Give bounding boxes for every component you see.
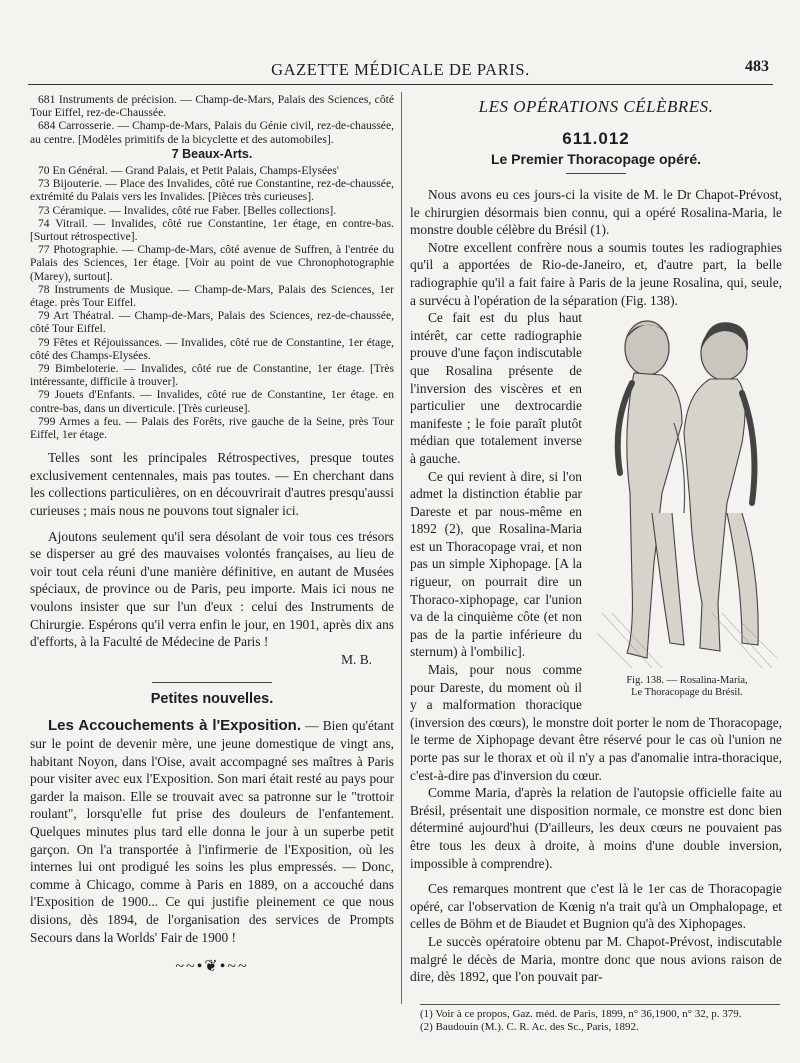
paragraph: Telles sont les principales Rétrospectives, presque toutes exclusivement centennales, mais pas toutes. — En cherchant dans les collections particulières, on en découvrirait d'autres presqu'aussi curieuses ; mais nous ne pouvons tout signaler ici. [30, 450, 394, 519]
listing-entry: 78 Instruments de Musique. — Champ-de-Mars, Palais des Sciences, 1er étage. près Tour Eiffel. [30, 282, 394, 310]
footnote: (1) Voir à ce propos, Gaz. méd. de Paris, 1899, n° 36,1900, n° 32, p. 379. [420, 1008, 742, 1020]
paragraph: Comme Maria, d'après la relation de l'autopsie officielle faite au Brésil, présentait une disposition normale, ce monstre est donc bien déterminé aujourd'hui (D'ailleurs, les deux cœurs ne pouvaient pas être tous les deux à droite, à moins d'une double inversion, impossible à comprendre). [410, 785, 782, 871]
paragraph: Le succès opératoire obtenu par M. Chapot-Prévost, indiscutable malgré le décès de Maria, montre donc que nous avions raison de dire, dès 1892, que l'on pouvait par- [410, 933, 782, 985]
listing-entry: 77 Photographie. — Champ-de-Mars, côté avenue de Suffren, à l'entrée du Palais des Sciences, 1er étage. [Voir au point de vue Chronophotographie (Marey), surtout]. [30, 243, 394, 283]
paragraph: Nous avons eu ces jours-ci la visite de M. le Dr Chapot-Prévost, le chirurgien désormais bien connu, qui a opéré Rosalina-Maria, le monstre double célèbre du Brésil (1). [410, 187, 782, 238]
footnote-rule [420, 1004, 780, 1005]
figure-138 [592, 313, 782, 703]
article-conclusion [30, 449, 394, 668]
caption-line: Le Thoracopage du Brésil. [631, 687, 743, 699]
news-item-title: Les Accouchements à l'Exposition. [48, 717, 302, 735]
right-column [410, 93, 782, 986]
exhibit-listing [30, 93, 394, 441]
section-title: LES OPÉRATIONS CÉLÈBRES. [478, 97, 714, 116]
journal-title: GAZETTE MÉDICALE DE PARIS. [271, 60, 530, 79]
paragraph: Ces remarques montrent que c'est là le 1er cas de Thoracopagie opéré, car l'observation de Kœnig n'a trait qu'à un Omphalopage, et celles de Böhm et de Biaudet et Bugnion qu'à des Xiphopages. [410, 881, 782, 932]
paragraph: Ce fait est du plus haut intérêt, car cette radiographie prouve d'une façon indiscutable que Rosalina présente de l'inversion des viscères et en particulier une dextrocardie manifeste ; le foie paraît plutôt médian que totalement inverse à gauche. [410, 310, 582, 466]
listing-entry: 79 Jouets d'Enfants. — Invalides, côté rue de Constantine, 1er étage. en contre-bas, dans un diverticule. [Très curieuse]. [30, 388, 394, 415]
news-item [30, 717, 394, 946]
listing-entry: 684 Carrosserie. — Champ-de-Mars, Palais du Génie civil, rez-de-chaussée, au centre. [Modèles primitifs de la bicyclette et des automobiles]. [30, 119, 394, 146]
conjoined-twins-illustration [592, 313, 782, 673]
fleuron-ornament: ~~•❦•~~ [175, 958, 249, 976]
listing-entry: 79 Fêtes et Réjouissances. — Invalides, côté rue de Constantine, 1er étage, côté des Champs-Elysées. [30, 335, 394, 362]
listing-entry: 799 Armes a feu. — Palais des Forêts, rive gauche de la Seine, près Tour Eiffel, 1er étage. [30, 414, 394, 442]
listing-entry: 70 En Général. — Grand Palais, et Petit Palais, Champs-Elysées' [38, 164, 339, 178]
footnotes [420, 1008, 780, 1034]
paragraph: Ajoutons seulement qu'il sera désolant de voir tous ces trésors se disperser au gré des mauvaises volontés françaises, au lieu de voir tout cela réuni d'une manière définitive, en autant de Musées spéciaux, de province ou de Paris, peu importe. Mais ici nous ne voulons insister que sur l'un d'eux : celui des Instruments de Chirurgie. Espérons qu'il verra enfin le jour, en 1901, après dix ans d'efforts, à la Faculté de Médecine de Paris ! [30, 528, 394, 650]
paragraph: Mais, pour nous comme pour Dareste, du moment où il y a malformation thoracique (inversion des cœurs), le monstre doit porter le nom de Thoracopage, le terme de Xiphopage devant être réservé pour le cas où l'union ne porte pas sur le thorax et où il n'y a pas d'anomalie intra-thoracique, c'est-à-dire pas d'inversion du cœur. [410, 662, 782, 783]
page-number: 483 [745, 58, 769, 75]
running-header [28, 58, 773, 80]
caption-line: Fig. 138. — Rosalina-Maria, [626, 675, 748, 687]
listing-entry: 79 Art Théatral. — Champ-de-Mars, Palais des Sciences, rez-de-chaussée, côté Tour Eiffel. [30, 309, 394, 336]
listing-entry: 681 Instruments de précision. — Champ-de-Mars, Palais des Sciences, côté Tour Eiffel, rez-de-Chaussée. [30, 93, 394, 120]
news-item-body: — Bien qu'étant sur le point de devenir mère, une jeune domestique de vingt ans, habitant Noyon, dans l'Oise, avait accompagné ses maîtres à Paris pour visiter avec eux l'Exposition. Son mari était resté au pays pour garder la maison. Elle se trouvait avec sa patronne sur le "trottoir roulant", lorsqu'elle fut prise des douleurs de l'enfantement. Quelques minutes plus tard elle donna le jour à un superbe petit garçon. On l'a transportée à l'infirmerie de l'Exposition, où les internes lui ont prodigué les soins les plus empressés. — Donc, comme à Chicago, comme à Paris en 1889, on a accouché dans l'Exposition de 1900... Ce qui justifie pleinement ce que nous disions, dès 1894, de l'organisation des services de Prompts Secours dans la Worlds' Fair de 1900 ! [30, 718, 394, 945]
author-signature: M. B. [341, 651, 372, 667]
paragraph: Notre excellent confrère nous a soumis toutes les radiographies qu'il a apportées de Rio-de-Janeiro, et, d'autre part, la belle radiographie qu'il a fait faire à Paris de la jeune Rosalina, qui, seule, a survécu à l'opération de la séparation (Fig. 138). [410, 239, 782, 308]
article-body [410, 186, 782, 986]
paragraph: Ce qui revient à dire, si l'on admet la distinction établie par Dareste et par nous-même en 1892 (2), que Rosalina-Maria est un Thoracopage vrai, et non pas un simple Xiphopage. [A la rigueur, on pourrait dire un Thoraco-xiphopage, car l'union va de la cinquième côte (et non pas de la partie inférieure du sternum) à l'ombilic]. [410, 468, 582, 660]
listing-subheading: 7 Beaux-Arts. [171, 146, 253, 161]
footnote: (2) Baudouin (M.). C. R. Ac. des Sc., Paris, 1892. [420, 1021, 639, 1033]
column-divider [401, 92, 402, 1004]
header-rule [28, 84, 773, 85]
listing-entry: 73 Céramique. — Invalides, côté rue Faber. [Belles collections]. [38, 203, 337, 217]
left-column [30, 93, 394, 976]
article-title: Le Premier Thoracopage opéré. [490, 151, 702, 167]
listing-entry: 73 Bijouterie. — Place des Invalides, côté rue Constantine, rez-de-chaussée, extrémité du Palais vers les Invalides. [Pièces très curieuses]. [30, 177, 394, 204]
classification-code: 611.012 [562, 129, 630, 148]
section-rule [152, 682, 272, 683]
listing-entry: 74 Vitrail. — Invalides, côté rue Constantine, 1er étage, en contre-bas. [Surtout rétrospective]. [30, 216, 394, 244]
news-section-title: Petites nouvelles. [150, 691, 274, 708]
listing-entry: 79 Bimbeloterie. — Invalides, côté rue de Constantine, 1er étage. [Très intéressante, difficile à trouver]. [30, 362, 394, 389]
figure-caption [592, 675, 782, 699]
title-rule [566, 173, 626, 174]
